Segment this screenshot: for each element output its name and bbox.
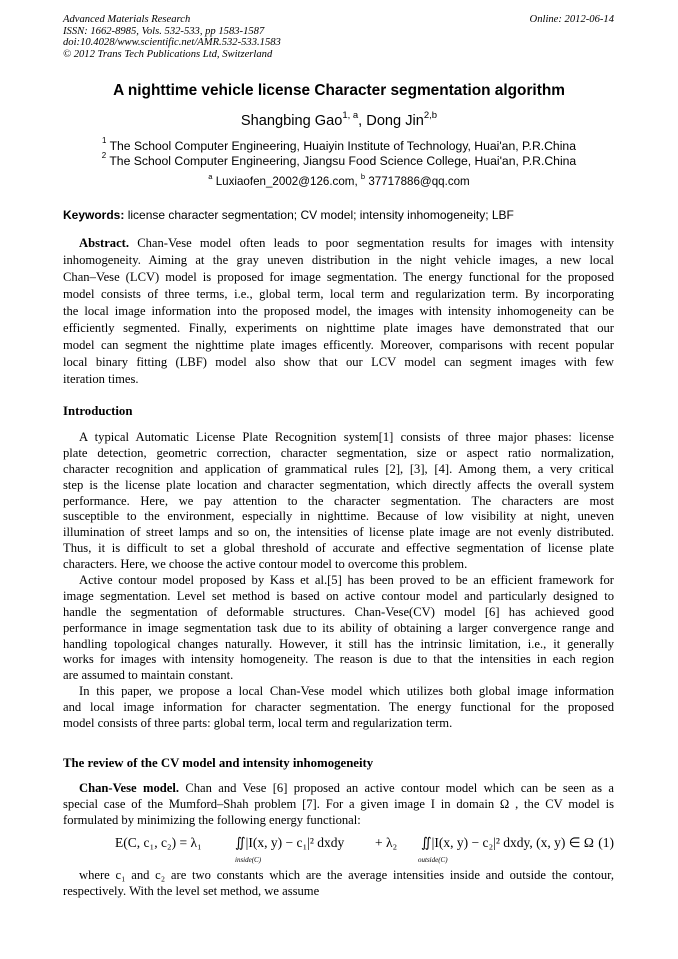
line-text: character recognition and application of grammatical rules [2], [3], [4]. Among them, a very critical: [63, 461, 614, 476]
line-text: local binary fitting (LBF) model also show that our LCV model can segment images with few: [63, 355, 614, 369]
text-line: [63, 320, 614, 337]
affiliation-sup: 1: [102, 136, 107, 145]
text-line: [63, 684, 614, 700]
text-line: [63, 589, 614, 605]
line-text: illumination of street lamps and so on, the intensities of license plate image are not evenly distributed.: [63, 525, 614, 540]
text-line: [63, 637, 614, 653]
line-text: susceptible to the environment, especially in nighttime. Because of low visibility at night, uneven: [63, 509, 614, 524]
line-text: A typical Automatic License Plate Recognition system[1] consists of three major phases: license: [79, 430, 614, 444]
line-text: Active contour model proposed by Kass et al.[5] has been proved to be an efficient framework for: [79, 573, 614, 587]
equation-plus: + λ₂: [375, 835, 398, 850]
paragraph: [63, 781, 614, 829]
text-line: [63, 371, 614, 388]
paragraph: [63, 573, 614, 684]
line-text: are assumed to maintain constant.: [63, 668, 234, 683]
text-line: [63, 509, 614, 525]
doi-line: doi:10.4028/www.scientific.net/AMR.532-533.1583: [63, 37, 281, 49]
affiliation-text: The School Computer Engineering, Huaiyin Institute of Technology, Huai'an, P.R.China: [109, 139, 576, 153]
text-line: [63, 573, 614, 589]
line-text: image segmentation. Level set method is based on active contour model and particularly designed to: [63, 588, 614, 603]
keywords-text: license character segmentation; CV model; intensity inhomogeneity; LBF: [124, 208, 514, 222]
text-line: [63, 668, 614, 684]
section-heading-introduction: Introduction: [63, 404, 133, 418]
authors: [0, 110, 678, 129]
line-text: performance. Here, we pay attention to the character segmentation. The characters are most: [63, 493, 614, 508]
line-text: efficiently segmented. Finally, experiments on nighttime plate images have demonstrated that our: [63, 321, 614, 335]
text-line: [63, 269, 614, 286]
text-line: [63, 700, 614, 716]
affiliation-text: The School Computer Engineering, Jiangsu Food Science College, Huai'an, P.R.China: [109, 154, 577, 168]
line-text: handle the segmentation of deformable structures. Chan-Vese(CV) model [6] has achieved good: [63, 604, 614, 619]
keywords: [63, 208, 514, 222]
text-line: [63, 430, 614, 446]
text-line: [63, 478, 614, 494]
text-line: [63, 541, 614, 557]
text-line: [63, 813, 614, 829]
text-line: [63, 781, 614, 797]
online-date: Online: 2012-06-14: [529, 14, 614, 25]
author-separator: ,: [358, 113, 367, 129]
text-line: [63, 446, 614, 462]
affiliation-sup: 2: [101, 151, 107, 160]
issn-line: ISSN: 1662-8985, Vols. 532-533, pp 1583-1587: [63, 25, 265, 37]
line-text: model consists of three terms, i.e., global term, local term and regularization term. By incorporating: [63, 287, 614, 301]
text-line: [63, 525, 614, 541]
emails: [0, 172, 678, 188]
equation-sub-inside: inside(C): [235, 856, 262, 864]
author-name: Shangbing Gao: [240, 113, 343, 129]
text-line: [63, 337, 614, 354]
text-line: [63, 303, 614, 320]
line-text: Chan–Vese (LCV) model is proposed for image segmentation. The energy functional for the proposed: [63, 270, 614, 284]
line-text: handling topological changes naturally. However, it still has the intrinsic limitation, i.e., it generally: [63, 636, 614, 651]
text-line: [63, 235, 614, 252]
text-line: [63, 621, 614, 637]
equation-sub-outside: outside(C): [418, 856, 448, 864]
text-line: [63, 494, 614, 510]
text-line: [63, 716, 614, 732]
text-line: [63, 868, 614, 884]
paper-title: A nighttime vehicle license Character segmentation algorithm: [113, 82, 565, 99]
line-text: special case of the Mumford–Shah problem [7]. For a given image I in domain Ω , the CV model is: [63, 796, 614, 811]
text-line: [63, 252, 614, 269]
text-line: [63, 286, 614, 303]
text-line: [63, 605, 614, 621]
line-text: formulated by minimizing the following energy functional:: [63, 812, 361, 827]
email: 37717886@qq.com: [368, 175, 470, 188]
paragraph: [63, 430, 614, 573]
affiliation: [0, 151, 678, 168]
journal-header: [63, 14, 281, 60]
author-sup: 1, a: [342, 110, 359, 121]
equation-lhs: E(C, c₁, c₂) = λ₁: [115, 835, 202, 850]
line-text: step is the license plate location and character segmentation, which directly affects the overall system: [63, 477, 614, 492]
email-sup: b: [360, 172, 366, 181]
line-text: characters. Here, we choose the active contour model to overcome this problem.: [63, 557, 468, 572]
text-line: [63, 462, 614, 478]
author-sup: 2,b: [423, 110, 438, 121]
line-text: where c₁ and c₂ are two constants which are the average intensities inside and outside the contour,: [79, 868, 614, 882]
abstract: [63, 235, 614, 388]
line-text: plate detection, geometric correction, character segmentation, size or aspect ratio normalization,: [63, 445, 614, 460]
line-text: and local image information for character segmentation. The energy functional for the proposed: [63, 699, 614, 714]
line-text: respectively. With the level set method, we assume: [63, 883, 320, 898]
section-heading-review: The review of the CV model and intensity inhomogeneity: [63, 756, 374, 770]
line-text: inhomogeneity. Aiming at the gray uneven distribution in the night vehicle images, a new local: [63, 253, 614, 267]
equation-1: [63, 833, 614, 863]
copyright-line: © 2012 Trans Tech Publications Ltd, Switzerland: [63, 48, 273, 60]
equation-number: (1): [598, 835, 614, 850]
line-text: model can segment the nighttime plate images efficently. Moreover, comparisons with recent popular: [63, 338, 614, 352]
line-text: performance in image segmentation task due to its ability of obtaining a larger convergence range and: [63, 620, 614, 635]
equation-term2: ∬|I(x, y) − c₂|² dxdy, (x, y) ∈ Ω: [421, 835, 594, 850]
line-text: iteration times.: [63, 372, 139, 386]
paragraph: [63, 684, 614, 732]
text-line: [63, 797, 614, 813]
equation-term1: ∬|I(x, y) − c₁|² dxdy: [235, 835, 345, 850]
text-line: [63, 354, 614, 371]
line-text: Chan-Vese model often leads to poor segmentation results for images with intensity: [129, 236, 614, 250]
email: Luxiaofen_2002@126.com,: [215, 175, 361, 188]
text-line: [63, 884, 614, 900]
paragraph-lead: Abstract.: [79, 236, 130, 250]
author-name: Dong Jin: [366, 113, 424, 129]
keywords-label: Keywords:: [63, 208, 125, 222]
line-text: Thus, it is difficult to set a global threshold of accurate and effective segmentation of license plate: [63, 541, 614, 556]
line-text: model consists of three parts: global term, local term and regularization term.: [63, 715, 453, 730]
line-text: In this paper, we propose a local Chan-Vese model which utilizes both global image information: [79, 684, 614, 698]
text-line: [63, 652, 614, 668]
paragraph: [63, 868, 614, 900]
line-text: the local image information into the proposed model, the images with intensity inhomogeneity can be: [63, 304, 614, 318]
text-line: [63, 557, 614, 573]
paragraph-lead: Chan-Vese model.: [79, 781, 179, 795]
journal-name: Advanced Materials Research: [63, 14, 191, 25]
line-text: Chan and Vese [6] proposed an active contour model which can be seen as a: [179, 781, 614, 795]
email-sup: a: [208, 172, 213, 181]
line-text: works for images with intensity homogeneity. The reason is due to that the intensities in each region: [63, 652, 614, 667]
